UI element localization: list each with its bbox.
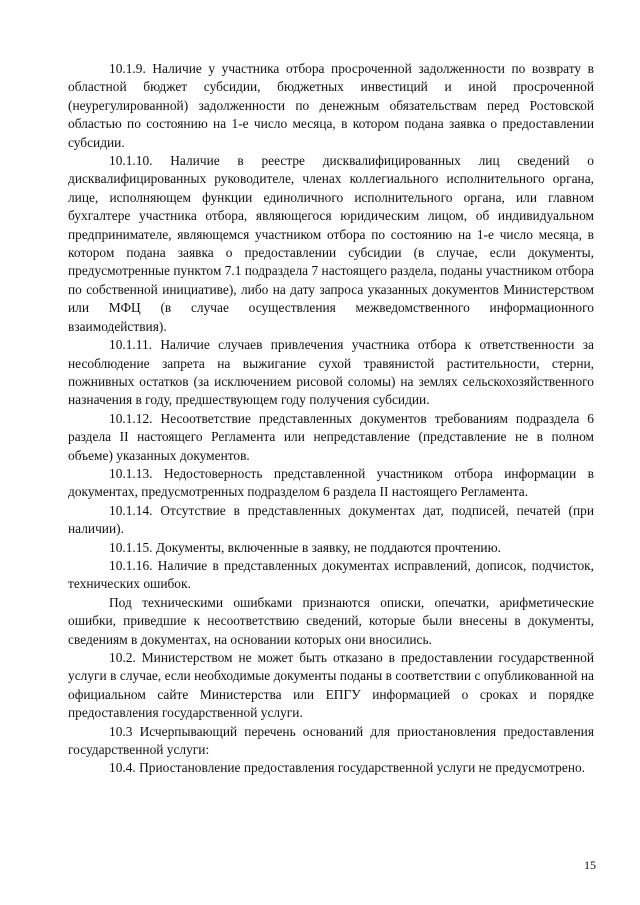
- page-number: 15: [584, 858, 596, 872]
- paragraph-10-1-11: 10.1.11. Наличие случаев привлечения участника отбора к ответственности за несоблюдение запрета на выжигание сухой травянистой растительности, стерни, пожнивных остатков (за исключением рисовой соломы) на землях сельскохозяйственного назначения в году, предшествующем году получения субсидии.: [68, 337, 594, 408]
- paragraph-10-2: 10.2. Министерством не может быть отказано в предоставлении государственной услуги в случае, если необходимые документы поданы в соответствии с опубликованной на официальном сайте Министерства или ЕПГУ информацией о сроках и порядке предоставления государственной услуги.: [68, 650, 594, 721]
- paragraph-10-1-12: 10.1.12. Несоответствие представленных документов требованиям подраздела 6 раздела II настоящего Регламента или непредставление (представление не в полном объеме) указанных документов.: [68, 410, 594, 463]
- paragraph-10-1-10: 10.1.10. Наличие в реестре дисквалифицированных лиц сведений о дисквалифицированных руководителе, членах коллегиального исполнительного органа, лице, исполняющем функции единоличного исполнительного органа, или главном бухгалтере участника отбора, являющегося юридическим лицом, об индивидуальном предпринимателе, являющемся участником отбора по состоянию на 1-е число месяца, в котором подана заявка о предоставлении субсидии (в случае, если документы, предусмотренные пунктом 7.1 подраздела 7 настоящего раздела, поданы участником отбора по собственной инициативе), либо на дату запроса указанных документов Министерством или МФЦ (в случае осуществления межведомственного информационного взаимодействия).: [68, 153, 594, 334]
- paragraph-10-1-16: 10.1.16. Наличие в представленных документах исправлений, дописок, подчисток, технических ошибок.: [68, 557, 594, 592]
- paragraph-technical-errors: Под техническими ошибками признаются описки, опечатки, арифметические ошибки, приведшие к несоответствию сведений, которые были внесены в документы, сведениям в документах, на основании которых они вносились.: [68, 594, 594, 647]
- paragraph-10-1-9: 10.1.9. Наличие у участника отбора просроченной задолженности по возврату в областной бюджет субсидии, бюджетных инвестиций и иной просроченной (неурегулированной) задолженности по денежным обязательствам перед Ростовской областью по состоянию на 1-е число месяца, в котором подана заявка о предоставлении субсидии.: [68, 61, 594, 150]
- document-body: [68, 60, 594, 778]
- paragraph-10-3: 10.3 Исчерпывающий перечень оснований для приостановления предоставления государственной услуги:: [68, 723, 594, 758]
- paragraph-10-1-14: 10.1.14. Отсутствие в представленных документах дат, подписей, печатей (при наличии).: [68, 502, 594, 537]
- paragraph-10-1-15: 10.1.15. Документы, включенные в заявку, не поддаются прочтению.: [109, 539, 501, 555]
- paragraph-10-4: 10.4. Приостановление предоставления государственной услуги не предусмотрено.: [109, 760, 586, 776]
- paragraph-10-1-13: 10.1.13. Недостоверность представленной участником отбора информации в документах, предусмотренных подразделом 6 раздела II настоящего Регламента.: [68, 465, 594, 500]
